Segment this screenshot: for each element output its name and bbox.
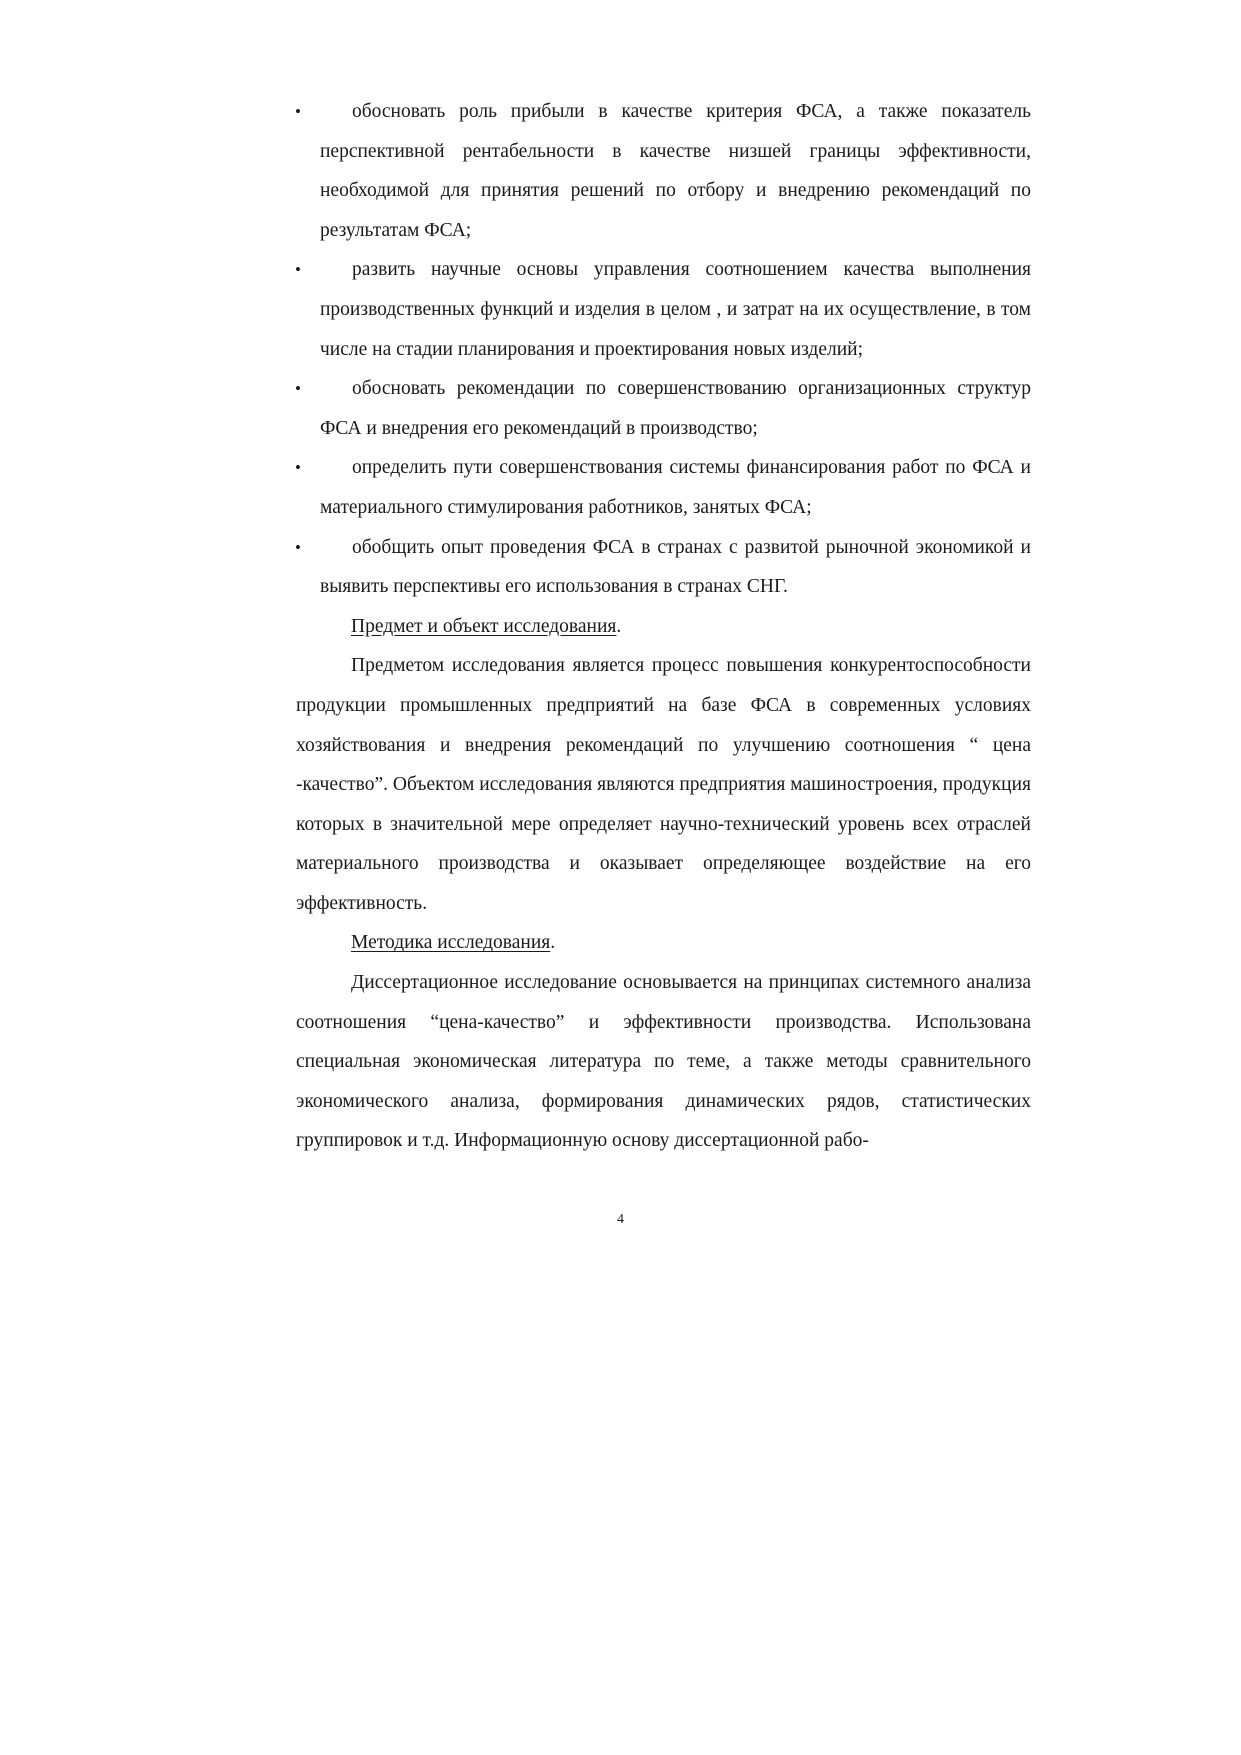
method-heading-text: Методика исследования <box>351 932 551 954</box>
method-heading <box>296 923 1031 963</box>
bullet-icon: • <box>295 537 301 557</box>
subject-paragraph: Предметом исследования является процесс повышения конкурентоспособности продукции промышленных предприятий на базе ФСА в современных условиях хозяйствования и внедрения рекомендаций по улучшению соотношения “ цена -качество”. Объектом исследования являются предприятия машиностроения, продукция которых в значительной мере определяет научно-технический уровень всех отраслей материального производства и оказывает определяющее воздействие на его эффективность. <box>296 655 1031 914</box>
subject-heading <box>296 607 1031 647</box>
page-content <box>296 92 1031 1161</box>
bullet-text: развить научные основы управления соотношением качества выполнения производственных функций и изделия в целом , и затрат на их осуществление, в том числе на стадии планирования и проектирования новых изделий; <box>320 259 1031 360</box>
bullet-text: обобщить опыт проведения ФСА в странах с развитой рыночной экономикой и выявить перспективы его использования в странах СНГ. <box>320 536 1031 598</box>
bullet-item <box>296 92 1031 250</box>
method-paragraph: Диссертационное исследование основывается на принципах системного анализа соотношения “цена-качество” и эффективности производства. Использована специальная экономическая литература по теме, а также методы сравнительного экономического анализа, формирования динамических рядов, статистических группировок и т.д. Информационную основу диссертационной рабо- <box>296 972 1031 1152</box>
bullet-icon: • <box>295 260 301 280</box>
bullet-text: обосновать рекомендации по совершенствованию организационных структур ФСА и внедрения его рекомендаций в производство; <box>320 378 1031 439</box>
bullet-text: обосновать роль прибыли в качестве критерия ФСА, а также показатель перспективной рентабельности в качестве низшей границы эффективности, необходимой для принятия решений по отбору и внедрению рекомендаций по результатам ФСА; <box>320 101 1031 241</box>
bullet-item <box>296 528 1031 607</box>
method-heading-punct: . <box>550 932 556 954</box>
page-number: 4 <box>617 1212 624 1227</box>
task-bullet-list <box>296 92 1031 607</box>
bullet-item <box>296 369 1031 448</box>
bullet-text: определить пути совершенствования системы финансирования работ по ФСА и материального стимулирования работников, занятых ФСА; <box>320 457 1031 518</box>
bullet-icon: • <box>295 379 301 399</box>
subject-heading-text: Предмет и объект исследования <box>351 615 617 637</box>
bullet-icon: • <box>295 458 301 478</box>
bullet-icon: • <box>295 102 301 121</box>
bullet-item <box>296 448 1031 527</box>
bullet-item <box>296 250 1031 369</box>
subject-heading-punct: . <box>616 615 622 637</box>
